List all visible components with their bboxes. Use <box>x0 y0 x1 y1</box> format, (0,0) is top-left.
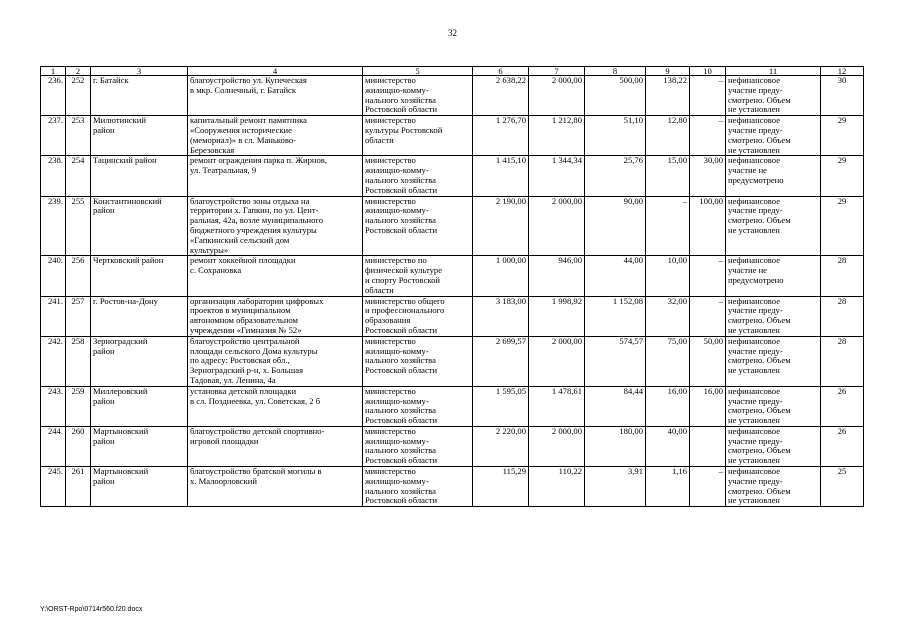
table-row <box>41 296 864 336</box>
amount-other: – <box>690 116 726 156</box>
district-cell: Чертковский район <box>91 256 188 296</box>
district-cell: г. Батайск <box>91 76 188 116</box>
column-header-8: 8 <box>585 67 646 76</box>
row-number: 238. <box>41 156 66 196</box>
column-header-12: 12 <box>821 67 864 76</box>
district-cell: Тацинский район <box>91 156 188 196</box>
ministry-cell: министерство жилищно-комму- нального хозяйства Ростовской области <box>363 156 473 196</box>
amount-regional: 2 000,00 <box>529 196 585 256</box>
district-cell: Зерноградский район <box>91 336 188 386</box>
column-header-7: 7 <box>529 67 585 76</box>
amount-other: 100,00 <box>690 196 726 256</box>
non-financial-note: нефинансовое участие не предусмотрено <box>726 256 821 296</box>
column-header-3: 3 <box>91 67 188 76</box>
project-id: 260 <box>66 426 91 466</box>
project-id: 256 <box>66 256 91 296</box>
row-number: 236. <box>41 76 66 116</box>
amount-total: 2 190,00 <box>473 196 529 256</box>
amount-extra: 75,00 <box>646 336 690 386</box>
non-financial-note: нефинансовое участие преду- смотрено. Объем не установлен <box>726 296 821 336</box>
project-id: 252 <box>66 76 91 116</box>
score-cell: 28 <box>821 256 864 296</box>
column-header-1: 1 <box>41 67 66 76</box>
ministry-cell: министерство жилищно-комму- нального хозяйства Ростовской области <box>363 76 473 116</box>
page-number: 32 <box>448 28 457 38</box>
district-cell: Константиновский район <box>91 196 188 256</box>
district-cell: Милютинский район <box>91 116 188 156</box>
non-financial-note: нефинансовое участие преду- смотрено. Объем не установлен <box>726 467 821 507</box>
project-id: 257 <box>66 296 91 336</box>
amount-regional: 946,00 <box>529 256 585 296</box>
projects-table <box>40 66 864 507</box>
ministry-cell: министерство культуры Ростовской области <box>363 116 473 156</box>
amount-regional: 110,22 <box>529 467 585 507</box>
ministry-cell: министерство жилищно-комму- нального хозяйства Ростовской области <box>363 467 473 507</box>
amount-extra: 40,00 <box>646 426 690 466</box>
amount-regional: 2 000,00 <box>529 426 585 466</box>
row-number: 237. <box>41 116 66 156</box>
row-number: 243. <box>41 386 66 426</box>
amount-local: 25,76 <box>585 156 646 196</box>
amount-regional: 1 478,61 <box>529 386 585 426</box>
table-row <box>41 196 864 256</box>
row-number: 241. <box>41 296 66 336</box>
file-path-footer: Y:\ORST-Rpo\0714r560.f20.docx <box>40 606 143 613</box>
amount-extra: 16,00 <box>646 386 690 426</box>
non-financial-note: нефинансовое участие не предусмотрено <box>726 156 821 196</box>
ministry-cell: министерство жилищно-комму- нального хозяйства Ростовской области <box>363 196 473 256</box>
amount-local: 90,00 <box>585 196 646 256</box>
table-row <box>41 156 864 196</box>
score-cell: 29 <box>821 116 864 156</box>
amount-extra: 15,00 <box>646 156 690 196</box>
amount-local: 51,10 <box>585 116 646 156</box>
score-cell: 26 <box>821 426 864 466</box>
amount-local: 44,00 <box>585 256 646 296</box>
column-header-2: 2 <box>66 67 91 76</box>
table-row <box>41 76 864 116</box>
amount-other: 50,00 <box>690 336 726 386</box>
non-financial-note: нефинансовое участие преду- смотрено. Объем не установлен <box>726 426 821 466</box>
amount-other: – <box>690 296 726 336</box>
amount-local: 1 152,08 <box>585 296 646 336</box>
column-header-6: 6 <box>473 67 529 76</box>
project-description: капитальный ремонт памятника «Сооружения исторические (мемориал)» в сл. Маньково- Березовская <box>188 116 363 156</box>
amount-extra: 12,80 <box>646 116 690 156</box>
district-cell: Миллеровский район <box>91 386 188 426</box>
project-description: установка детской площадки в сл. Позднеевка, ул. Советская, 2 б <box>188 386 363 426</box>
amount-other: – <box>690 256 726 296</box>
row-number: 242. <box>41 336 66 386</box>
project-description: благоустройство зоны отдыха на территории х. Гапкин, по ул. Цент- ральная, 42а, возле муниципального бюджетного учреждения культуры «Гапкинский сельский дом культуры» <box>188 196 363 256</box>
ministry-cell: министерство общего и профессионального образования Ростовской области <box>363 296 473 336</box>
amount-regional: 1 998,92 <box>529 296 585 336</box>
amount-other: 16,00 <box>690 386 726 426</box>
non-financial-note: нефинансовое участие преду- смотрено. Объем не установлен <box>726 196 821 256</box>
score-cell: 30 <box>821 76 864 116</box>
score-cell: 29 <box>821 156 864 196</box>
row-number: 239. <box>41 196 66 256</box>
ministry-cell: министерство по физической культуре и спорту Ростовской области <box>363 256 473 296</box>
table-row <box>41 256 864 296</box>
project-description: благоустройство детской спортивно- игровой площадки <box>188 426 363 466</box>
amount-local: 500,00 <box>585 76 646 116</box>
project-description: ремонт ограждения парка п. Жирнов, ул. Театральная, 9 <box>188 156 363 196</box>
table-body <box>41 76 864 507</box>
non-financial-note: нефинансовое участие преду- смотрено. Объем не установлен <box>726 76 821 116</box>
amount-total: 3 183,00 <box>473 296 529 336</box>
row-number: 240. <box>41 256 66 296</box>
district-cell: г. Ростов-на-Дону <box>91 296 188 336</box>
project-description: благоустройство братской могилы в х. Малоорловский <box>188 467 363 507</box>
non-financial-note: нефинансовое участие преду- смотрено. Объем не установлен <box>726 336 821 386</box>
amount-other <box>690 426 726 466</box>
project-description: организация лаборатории цифровых проектов в муниципальном автономном образовательном учреждении «Гимназия № 52» <box>188 296 363 336</box>
amount-local: 574,57 <box>585 336 646 386</box>
amount-total: 2 638,22 <box>473 76 529 116</box>
project-id: 259 <box>66 386 91 426</box>
amount-regional: 1 344,34 <box>529 156 585 196</box>
non-financial-note: нефинансовое участие преду- смотрено. Объем не установлен <box>726 386 821 426</box>
column-header-5: 5 <box>363 67 473 76</box>
amount-other: 30,00 <box>690 156 726 196</box>
ministry-cell: министерство жилищно-комму- нального хозяйства Ростовской области <box>363 386 473 426</box>
score-cell: 25 <box>821 467 864 507</box>
score-cell: 28 <box>821 336 864 386</box>
amount-other: – <box>690 467 726 507</box>
amount-regional: 2 000,00 <box>529 336 585 386</box>
amount-local: 180,00 <box>585 426 646 466</box>
project-description: благоустройство ул. Купеческая в мкр. Солнечный, г. Батайск <box>188 76 363 116</box>
amount-regional: 1 212,80 <box>529 116 585 156</box>
table-row <box>41 426 864 466</box>
amount-total: 2 220,00 <box>473 426 529 466</box>
score-cell: 29 <box>821 196 864 256</box>
amount-total: 1 276,70 <box>473 116 529 156</box>
district-cell: Мартыновский район <box>91 426 188 466</box>
non-financial-note: нефинансовое участие преду- смотрено. Объем не установлен <box>726 116 821 156</box>
amount-extra: – <box>646 196 690 256</box>
column-header-11: 11 <box>726 67 821 76</box>
amount-total: 2 699,57 <box>473 336 529 386</box>
project-id: 258 <box>66 336 91 386</box>
table-row <box>41 336 864 386</box>
amount-total: 1 415,10 <box>473 156 529 196</box>
project-description: благоустройство центральной площади сельского Дома культуры по адресу: Ростовская обл., Зерноградский р-н, х. Большая Тадовая, ул. Ленина, 4а <box>188 336 363 386</box>
amount-total: 115,29 <box>473 467 529 507</box>
column-header-9: 9 <box>646 67 690 76</box>
column-header-4: 4 <box>188 67 363 76</box>
project-id: 261 <box>66 467 91 507</box>
table-row <box>41 116 864 156</box>
amount-extra: 10,00 <box>646 256 690 296</box>
district-cell: Мартыновский район <box>91 467 188 507</box>
header-row <box>41 67 864 76</box>
project-id: 254 <box>66 156 91 196</box>
project-description: ремонт хоккейной площадки с. Сохрановка <box>188 256 363 296</box>
amount-extra: 138,22 <box>646 76 690 116</box>
row-number: 244. <box>41 426 66 466</box>
project-id: 253 <box>66 116 91 156</box>
amount-local: 3,91 <box>585 467 646 507</box>
row-number: 245. <box>41 467 66 507</box>
amount-total: 1 595,05 <box>473 386 529 426</box>
ministry-cell: министерство жилищно-комму- нального хозяйства Ростовской области <box>363 426 473 466</box>
ministry-cell: министерство жилищно-комму- нального хозяйства Ростовской области <box>363 336 473 386</box>
table-row <box>41 386 864 426</box>
score-cell: 26 <box>821 386 864 426</box>
amount-extra: 1,16 <box>646 467 690 507</box>
table-row <box>41 467 864 507</box>
score-cell: 28 <box>821 296 864 336</box>
amount-other: – <box>690 76 726 116</box>
project-id: 255 <box>66 196 91 256</box>
column-header-10: 10 <box>690 67 726 76</box>
amount-total: 1 000,00 <box>473 256 529 296</box>
amount-regional: 2 000,00 <box>529 76 585 116</box>
amount-extra: 32,00 <box>646 296 690 336</box>
amount-local: 84,44 <box>585 386 646 426</box>
